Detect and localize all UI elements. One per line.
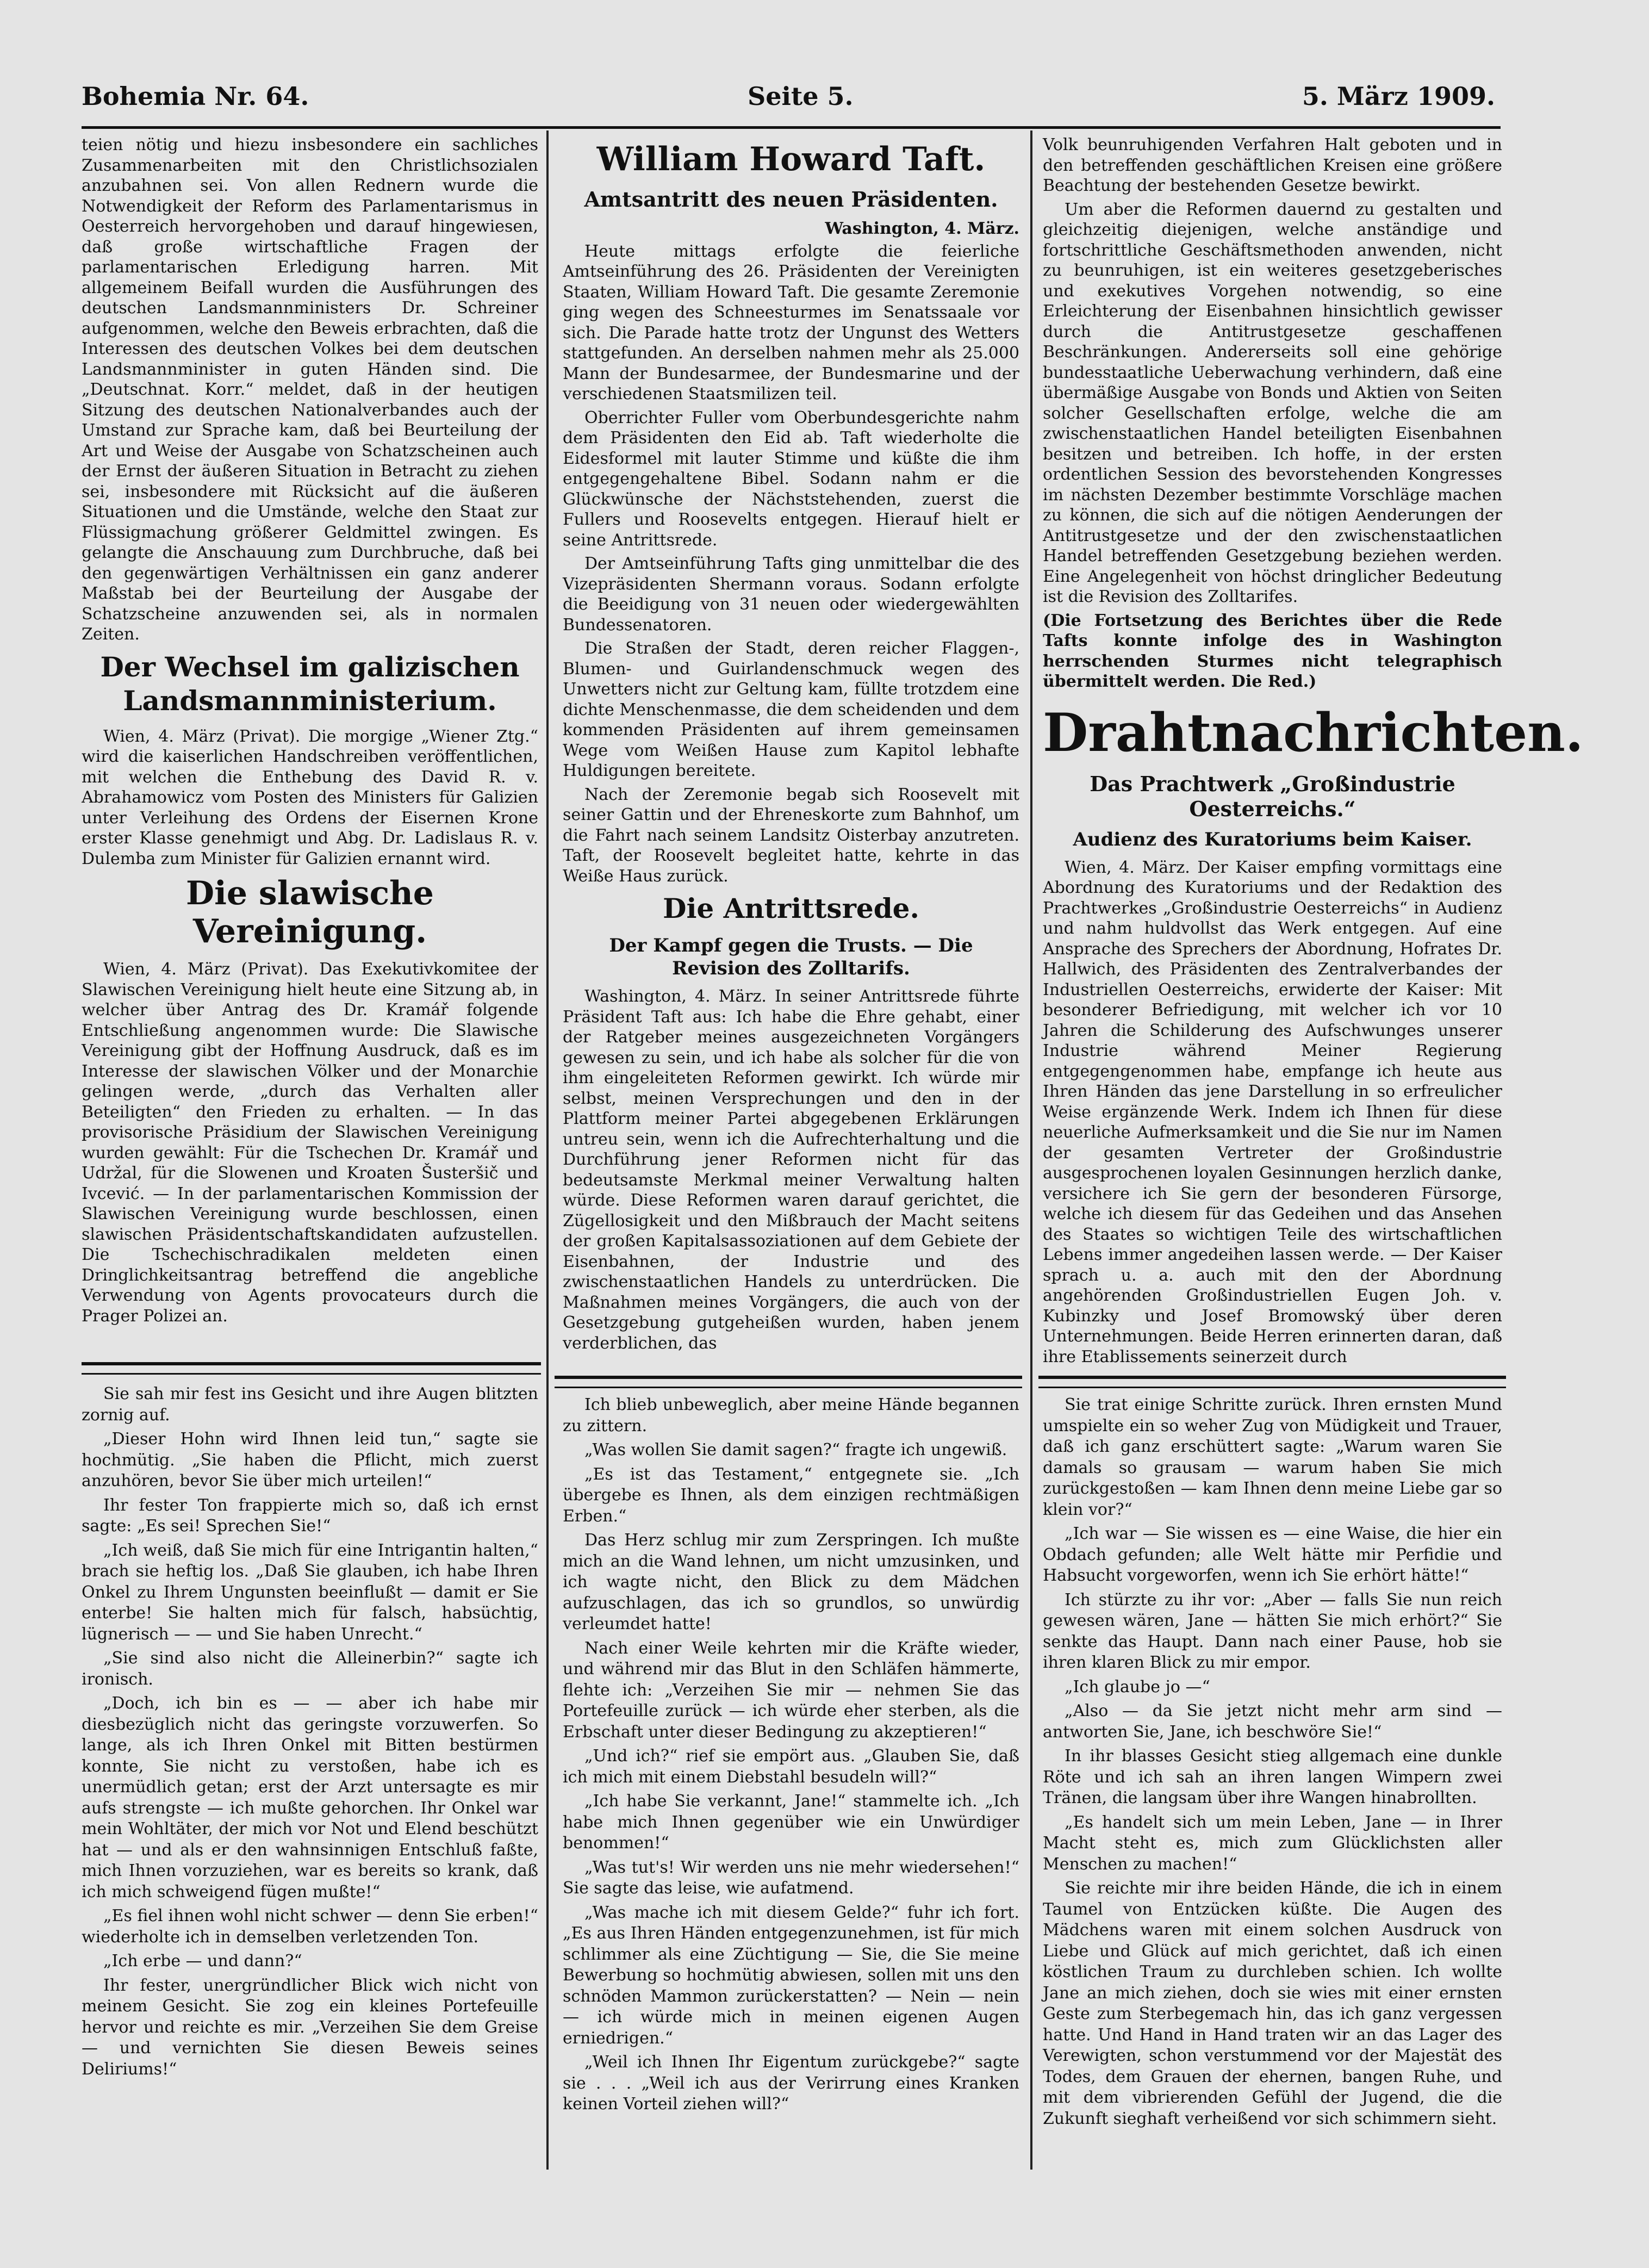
feuilleton-column-3 — [1043, 1395, 1502, 2145]
story-paragraph: „Weil ich Ihnen Ihr Eigentum zurückgebe?“ sagte sie . . . „Weil ich aus der Verirrung eines Kranken keinen Vorteil ziehen will?“ — [563, 2053, 1019, 2114]
article-continuation: teien nötig und hiezu insbesondere ein sachliches Zusammenarbeiten mit den Christlichsozialen anzubahnen sei. Von allen Rednern wurde die Notwendigkeit der Reform des Parlamentarismus in Oesterreich hervorgehoben und darauf hingewiesen, daß große wirtschaftliche Fragen der parlamentarischen Erledigung harren. Mit allgemeinem Beifall wurden die Ausführungen des deutschen Landsmannministers Dr. Schreiner aufgenommen, welche den Beweis erbrachten, daß die Interessen des deutschen Volkes bei dem deutschen Landsmannminister in guten Händen sind. Die „Deutschnat. Korr.“ meldet, daß in der heutigen Sitzung des deutschen Nationalverbandes auch der Umstand zur Sprache kam, daß bei Beurteilung der Art und Weise der Ausgabe von Schatzscheinen auch der Ernst der äußeren Situation in Betracht zu ziehen sei, insbesondere mit Rücksicht auf die äußeren Situationen und die Umstände, welche den Staat zur Flüssigmachung größerer Geldmittel zwingen. Es gelangte die Anschauung zum Durchbruche, daß bei den gegenwärtigen Verhältnissen ein ganz anderer Maßstab bei der Beurteilung der Ausgabe der Schatzscheine anzuwenden sei, als in normalen Zeiten. — [82, 135, 538, 644]
article-paragraph: Oberrichter Fuller vom Oberbundesgerichte nahm dem Präsidenten den Eid ab. Taft wiederholte die Eidesformel mit lauter Stimme und küßte die ihm entgegengehaltene Bibel. Sodann nahm er die Glückwünsche der Nächststehenden, zuerst die Fullers und Roosevelts entgegen. Hierauf hielt er seine Antrittsrede. — [563, 408, 1019, 550]
article-paragraph: Um aber die Reformen dauernd zu gestalten und gleichzeitig diejenigen, welche anständige und fortschrittliche Geschäftsmethoden anwenden, nicht zu beunruhigen, ist ein weiteres gesetzgeberisches und exekutives Vorgehen notwendig, so eine Erleichterung der Eisenbahnen hinsichtlich gewisser durch die Antitrustgesetze geschaffenen Beschränkungen. Andererseits soll eine gehörige bundesstaatliche Ueberwachung verhindern, daß eine übermäßige Ausgabe von Bonds und Aktien von Seiten solcher Gesellschaften erfolge, welche die am zwischenstaatlichen Handel beteiligten Eisenbahnen besitzen und betreiben. Ich hoffe, in der ersten ordentlichen Session des bevorstehenden Kongresses im nächsten Dezember bestimmte Vorschläge machen zu können, die sich auf die nötigen Aenderungen der Antitrustgesetze und der den zwischenstaatlichen Handel betreffenden Gesetzgebung beziehen werden. Eine Angelegenheit von höchst dringlicher Bedeutung ist die Revision des Zolltarifes. — [1043, 200, 1502, 606]
subheadline-trusts: Der Kampf gegen die Trusts. — Die Revision des Zolltarifs. — [609, 935, 973, 979]
story-paragraph: Ihr fester, unergründlicher Blick wich nicht von meinem Gesicht. Sie zog ein kleines Portefeuille hervor und reichte es mir. „Verzeihen Sie dem Greise — und vernichten Sie diesen Beweis seines Deliriums!“ — [82, 1975, 538, 2079]
story-paragraph: „Doch, ich bin es — — aber ich habe mir diesbezüglich nicht das geringste vorzuwerfen. So lange, als ich Ihren Onkel mit Bitten bestürmen konnte, Sie nicht zu verstoßen, habe ich es unermüdlich getan; erst der Arzt untersagte es mir aufs strengste — ich mußte gehorchen. Ihr Onkel war mein Wohltäter, der mich vor Not und Elend beschützt hat — und als er den wahnsinnigen Entschluß faßte, mich Ihnen vorzuziehen, war es bereits so krank, daß ich mich schweigend fügen mußte!“ — [82, 1694, 538, 1902]
story-paragraph: „Ich habe Sie verkannt, Jane!“ stammelte ich. „Ich habe mich Ihnen gegenüber wie ein Unwürdiger benommen!“ — [563, 1792, 1019, 1853]
story-paragraph: Ich stürzte zu ihr vor: „Aber — falls Sie nun reich gewesen wären, Jane — hätten Sie mich erhört?“ Sie senkte das Haupt. Dann nach einer Pause, hob sie ihren klaren Blick zu mir empor. — [1043, 1590, 1502, 1672]
article-paragraph: Heute mittags erfolgte die feierliche Amtseinführung des 26. Präsidenten der Vereinigten Staaten, William Howard Taft. Die gesamte Zeremonie ging wegen des Schneesturmes im Senatssaale vor sich. Die Parade hatte trotz der Ungunst des Wetters stattgefunden. An derselben nahmen mehr als 25.000 Mann der Bundesarmee, der Bundesmarine und der verschiedenen Staatsmilizen teil. — [563, 241, 1019, 403]
header-publication: Bohemia Nr. 64. — [82, 82, 309, 111]
header-date: 5. März 1909. — [1302, 82, 1495, 111]
feuilleton-rule — [555, 1376, 1022, 1388]
column-divider — [546, 131, 549, 2170]
article-paragraph: Washington, 4. März. In seiner Antrittsrede führte Präsident Taft aus: Ich habe die Ehre gehabt, einer der Ratgeber meines ausgezeichneten Vorgängers gewesen zu sein, und ich habe als solcher für die von ihm eingeleiteten Reformen gewirkt. Ich würde mir selbst, meinen Versprechungen und den in der Plattform meiner Partei abgegebenen Erklärungen untreu sein, wenn ich die Aufrechterhaltung und die Durchführung jener Reformen nicht für das bedeutsamste Merkmal meiner Verwaltung halten würde. Diese Reformen waren darauf gerichtet, die Zügellosigkeit und den Mißbrauch der Macht seitens der großen Kapitalsassoziationen auf dem Gebiete der Eisenbahnen, der Industrie und des zwischenstaatlichen Handels zu unterdrücken. Die Maßnahmen meines Vorgängers, die auch von der Gesetzgebung gutgeheißen wurden, haben jenem verderblichen, das — [563, 987, 1019, 1353]
headline-taft: William Howard Taft. — [596, 140, 986, 178]
story-paragraph: „Ich erbe — und dann?“ — [103, 1952, 302, 1971]
editor-note: (Die Fortsetzung des Berichtes über die Rede Tafts konnte infolge des in Washington herrschenden Sturmes nicht telegraphisch übermittelt werden. Die Red.) — [1043, 611, 1502, 691]
story-paragraph: „Und ich?“ rief sie empört aus. „Glauben Sie, daß ich mich mit einem Diebstahl besudeln will?“ — [563, 1747, 1019, 1787]
feuilleton-column-1 — [82, 1384, 538, 2145]
story-paragraph: „Ich war — Sie wissen es — eine Waise, die hier ein Obdach gefunden; alle Welt hätte mir Perfidie und Habsucht vorgeworfen, wenn ich Sie erhört hätte!“ — [1043, 1524, 1502, 1585]
feuilleton-rule — [1038, 1376, 1506, 1388]
story-paragraph: „Ich glaube jo —“ — [1065, 1677, 1210, 1697]
feuilleton-column-2 — [563, 1395, 1019, 2145]
column-divider — [1030, 131, 1032, 2170]
article-slawische-vereinigung: Wien, 4. März (Privat). Das Exekutivkomitee der Slawischen Vereinigung hielt heute eine Sitzung ab, in welcher über Antrag des Dr. Kramář folgende Entschließung angenommen wurde: Die Slawische Vereinigung gibt der Hoffnung Ausdruck, daß es im Interesse der slawischen Völker und der Monarchie gelingen werde, „durch das Verhalten aller Beteiligten“ den Frieden zu erhalten. — In das provisorische Präsidium der Slawischen Vereinigung wurden gewählt: Für die Tschechen Dr. Kramář und Udržal, für die Slowenen und Kroaten Šusteršič und Ivcević. — In der parlamentarischen Kommission der Slawischen Vereinigung wurde beschlossen, einen slawischen Präsidentschaftskandidaten aufzustellen. Die Tschechischradikalen meldeten einen Dringlichkeitsantrag betreffend die angebliche Verwendung von Agents provocateurs durch die Prager Polizei an. — [82, 960, 538, 1326]
story-paragraph: „Was wollen Sie damit sagen?“ fragte ich ungewiß. — [584, 1440, 1007, 1459]
headline-slawische-vereinigung: Die slawische Vereinigung. — [186, 874, 434, 950]
story-paragraph: „Es ist das Testament,“ entgegnete sie. „Ich übergebe es Ihnen, als dem einzigen rechtmäßigen Erben.“ — [563, 1464, 1019, 1526]
story-paragraph: Sie reichte mir ihre beiden Hände, die ich in einem Taumel von Entzücken küßte. Die Augen des Mädchens waren mit einem solchen Ausdruck von Liebe und Glück auf mich gerichtet, daß ich einen köstlichen Traum zu durchleben schien. Ich wollte Jane an mich ziehen, doch sie wies mit einer ernsten Geste zum Sterbegemach hin, das ich ganz vergessen hatte. Und Hand in Hand traten wir an das Lager des Verewigten, schon verstummend vor der Majestät des Todes, dem Grauen der ehernen, bangen Ruhe, und mit dem vibrierenden Gefühl der Jugend, die die Zukunft sieghaft verheißend vor sich schimmern sieht. — [1043, 1879, 1502, 2128]
story-paragraph: In ihr blasses Gesicht stieg allgemach eine dunkle Röte und ich sah an ihren langen Wimpern zwei Tränen, die langsam über ihre Wangen hinabrollten. — [1043, 1747, 1502, 1807]
article-paragraph: Wien, 4. März. Der Kaiser empfing vormittags eine Abordnung des Kuratoriums und der Redaktion des Prachtwerkes „Großindustrie Oesterreichs“ in Audienz und nahm huldvollst das Werk entgegen. Auf eine Ansprache des Sprechers der Abordnung, Hofrates Dr. Hallwich, des Präsidenten des Zentralverbandes der Industriellen Oesterreichs, erwiderte der Kaiser: Mit besonderer Befriedigung, mit welcher ich vor 10 Jahren die Schilderung des Aufschwunges unserer Industrie während Meiner Regierung entgegengenommen habe, empfange ich heute aus Ihren Händen das jene Darstellung in so erfreulicher Weise ergänzende Werk. Indem ich Ihnen für diese neuerliche Aufmerksamkeit und die Sie nur im Namen der gesamten Vertreter der Großindustrie ausgesprochenen loyalen Gesinnungen herzlich danke, versichere ich Sie gern der besonderen Fürsorge, welche ich diesem für das Gedeihen und das Ansehen des Staates so wichtigen Teile des wirtschaftlichen Lebens immer angedeihen lassen werde. — Der Kaiser sprach u. a. auch mit den der Abordnung angehörenden Großindustriellen Eugen Joh. v. Kubinzky und Josef Bromowský über deren Unternehmungen. Beide Herren erinnerten daran, daß ihre Etablissements seinerzeit durch — [1043, 858, 1502, 1366]
column-3 — [1043, 135, 1584, 1366]
column-1 — [82, 135, 538, 1347]
story-paragraph: „Was mache ich mit diesem Gelde?“ fuhr ich fort. „Es aus Ihren Händen entgegenzunehmen, ist für mich schlimmer als eine Züchtigung — Sie, die Sie meine Bewerbung so hochmütig abwiesen, sollen mit uns den schnöden Mammon zurückerstatten? — Nein — nein — ich würde mich in meinen eigenen Augen erniedrigen.“ — [563, 1903, 1019, 2048]
headline-drahtnachrichten: Drahtnachrichten. — [1043, 701, 1584, 763]
story-paragraph: „Dieser Hohn wird Ihnen leid tun,“ sagte sie hochmütig. „Sie haben die Pflicht, mich zuerst anzuhören, bevor Sie über mich urteilen!“ — [82, 1430, 538, 1490]
page-header — [82, 76, 1495, 120]
story-paragraph: „Sie sind also nicht die Alleinerbin?“ sagte ich ironisch. — [82, 1649, 538, 1689]
article-paragraph: Volk beunruhigenden Verfahren Halt geboten und in den betreffenden geschäftlichen Kreisen eine größere Beachtung der bestehenden Gesetze bewirkt. — [1043, 135, 1502, 195]
story-paragraph: Nach einer Weile kehrten mir die Kräfte wieder, und während mir das Blut in den Schläfen hämmerte, flehte ich: „Verzeihen Sie mir — nehmen Sie das Portefeuille zurück — ich würde eher sterben, als die Erbschaft unter dieser Bedingung zu akzeptieren!“ — [563, 1638, 1019, 1742]
header-page-number: Seite 5. — [748, 82, 854, 111]
subheadline-prachtwerk: Das Prachtwerk „Großindustrie Oesterreichs.“ — [1090, 771, 1455, 821]
subheadline-audienz: Audienz des Kuratoriums beim Kaiser. — [1073, 828, 1472, 850]
dateline-washington: Washington, 4. März. — [825, 219, 1019, 238]
article-paragraph: Der Amtseinführung Tafts ging unmittelbar die des Vizepräsidenten Shermann voraus. Sodann erfolgte die Beeidigung von 31 neuen oder wiedergewählten Bundessenatoren. — [563, 554, 1019, 635]
column-2 — [563, 135, 1019, 1358]
article-paragraph: Die Straßen der Stadt, deren reicher Flaggen-, Blumen- und Guirlandenschmuck wegen des Unwetters nicht zur Geltung kam, füllte trotzdem eine dichte Menschenmasse, die dem scheidenden und dem kommenden Präsidenten auf ihrem gemeinsamen Wege vom Weißen Hause zum Kapitol lebhafte Huldigungen bereitete. — [563, 639, 1019, 780]
story-paragraph: „Also — da Sie jetzt nicht mehr arm sind — antworten Sie, Jane, ich beschwöre Sie!“ — [1043, 1701, 1502, 1742]
story-paragraph: „Es fiel ihnen wohl nicht schwer — denn Sie erben!“ wiederholte ich in demselben verletzenden Ton. — [82, 1906, 538, 1947]
story-paragraph: Sie trat einige Schritte zurück. Ihren ernsten Mund umspielte ein so weher Zug von Müdigkeit und Trauer, daß ich ganz erschüttert sagte: „Warum waren Sie damals so grausam — warum haben Sie mich zurückgestoßen — kam Ihnen denn meine Liebe gar so klein vor?“ — [1043, 1395, 1502, 1519]
headline-galizien: Der Wechsel im galizischen Landsmannministerium. — [100, 650, 520, 717]
headline-antrittsrede: Die Antrittsrede. — [663, 892, 919, 924]
story-paragraph: Ich blieb unbeweglich, aber meine Hände begannen zu zittern. — [563, 1395, 1019, 1436]
story-paragraph: „Ich weiß, daß Sie mich für eine Intrigantin halten,“ brach sie heftig los. „Daß Sie glauben, ich habe Ihren Onkel zu Ihrem Ungunsten beeinflußt — damit er Sie enterbe! Sie halten mich für falsch, habsüchtig, lügnerisch — — und Sie haben Unrecht.“ — [82, 1540, 538, 1644]
article-galizien: Wien, 4. März (Privat). Die morgige „Wiener Ztg.“ wird die kaiserlichen Handschreiben veröffentlichen, mit welchen die Enthebung des David R. v. Abrahamowicz vom Posten des Ministers für Galizien unter Verleihung des Ordens der Eisernen Krone erster Klasse genehmigt und Abg. Dr. Ladislaus R. v. Dulemba zum Minister für Galizien ernannt wird. — [82, 726, 538, 868]
feuilleton-rule — [82, 1362, 541, 1375]
story-paragraph: „Was tut's! Wir werden uns nie mehr wiedersehen!“ Sie sagte das leise, wie aufatmend. — [563, 1857, 1019, 1898]
story-paragraph: „Es handelt sich um mein Leben, Jane — in Ihrer Macht steht es, mich zum Glücklichsten aller Menschen zu machen!“ — [1043, 1812, 1502, 1874]
subheadline-amtsantritt: Amtsantritt des neuen Präsidenten. — [584, 187, 998, 212]
story-paragraph: Das Herz schlug mir zum Zerspringen. Ich mußte mich an die Wand lehnen, um nicht umzusinken, und ich wagte nicht, den Blick zu dem Mädchen aufzuschlagen, das ich so grundlos, so unwürdig verleumdet hatte! — [563, 1531, 1019, 1633]
article-paragraph: Nach der Zeremonie begab sich Roosevelt mit seiner Gattin und der Ehreneskorte zum Bahnhof, um die Fahrt nach seinem Landsitz Oisterbay anzutreten. Taft, der Roosevelt begleitet hatte, kehrte in das Weiße Haus zurück. — [563, 785, 1019, 886]
story-paragraph: Ihr fester Ton frappierte mich so, daß ich ernst sagte: „Es sei! Sprechen Sie!“ — [82, 1495, 538, 1536]
story-paragraph: Sie sah mir fest ins Gesicht und ihre Augen blitzten zornig auf. — [82, 1384, 538, 1425]
header-rule — [82, 126, 1501, 129]
